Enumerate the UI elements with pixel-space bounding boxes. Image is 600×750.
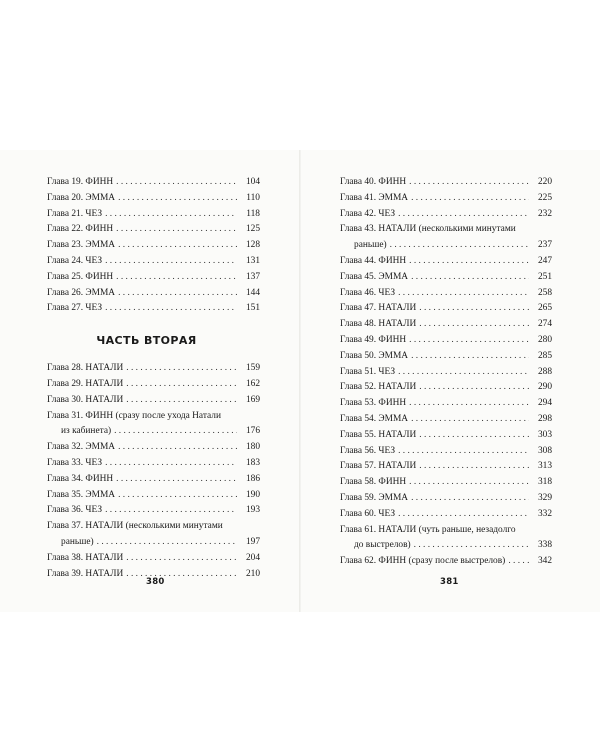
chapter-title: Глава 45. ЭММА [340, 271, 409, 282]
toc-entry [47, 191, 260, 207]
chapter-title: Глава 25. ФИНН [47, 271, 114, 282]
toc-entry [340, 365, 552, 381]
chapter-title: Глава 41. ЭММА [340, 192, 409, 203]
chapter-page-number: 265 [537, 303, 552, 314]
chapter-title: Глава 27. ЧЕЗ [47, 303, 103, 314]
dot-leader [419, 380, 529, 396]
toc-entry [340, 523, 552, 555]
toc-right-page [340, 175, 552, 570]
dot-leader [411, 349, 529, 365]
chapter-page-number: 313 [537, 461, 552, 472]
chapter-title: Глава 32. ЭММА [47, 442, 116, 453]
chapter-title: Глава 30. НАТАЛИ [47, 394, 124, 405]
chapter-page-number: 137 [245, 271, 260, 282]
chapter-page-number: 251 [537, 271, 552, 282]
chapter-title: Глава 61. НАТАЛИ (чуть раньше, незадолго [340, 524, 516, 535]
dot-leader [126, 551, 237, 567]
chapter-title: Глава 43. НАТАЛИ (несколькими минутами [340, 224, 516, 235]
toc-entry [340, 380, 552, 396]
chapter-title: Глава 20. ЭММА [47, 192, 116, 203]
chapter-page-number: 193 [245, 505, 260, 516]
chapter-page-number: 204 [245, 552, 260, 563]
chapter-title: Глава 42. ЧЕЗ [340, 208, 396, 219]
toc-entry [47, 472, 260, 488]
chapter-title: Глава 48. НАТАЛИ [340, 319, 417, 330]
toc-entry [340, 475, 552, 491]
dot-leader [126, 567, 237, 583]
dot-leader [411, 412, 529, 428]
dot-leader [105, 254, 237, 270]
chapter-title: Глава 60. ЧЕЗ [340, 508, 396, 519]
dot-leader [419, 317, 529, 333]
chapter-title-continued: из кабинета) [61, 426, 112, 437]
dot-leader [414, 538, 529, 554]
dot-leader [419, 301, 529, 317]
chapter-title: Глава 62. ФИНН (сразу после выстрелов) [340, 556, 506, 567]
toc-entry [47, 519, 260, 551]
toc-entry [47, 551, 260, 567]
toc-entry [340, 317, 552, 333]
chapter-title: Глава 58. ФИНН [340, 477, 407, 488]
dot-leader [116, 175, 237, 191]
chapter-page-number: 342 [537, 556, 552, 567]
chapter-page-number: 104 [245, 177, 260, 187]
chapter-title: Глава 54. ЭММА [340, 413, 409, 424]
dot-leader [116, 270, 237, 286]
toc-entry [47, 222, 260, 238]
dot-leader [126, 361, 237, 377]
dot-leader [409, 175, 529, 191]
chapter-title: Глава 59. ЭММА [340, 492, 409, 503]
chapter-page-number: 190 [245, 489, 260, 500]
chapter-title: Глава 37. НАТАЛИ (несколькими минутами [47, 521, 223, 532]
chapter-title: Глава 40. ФИНН [340, 177, 407, 187]
dot-leader [398, 444, 529, 460]
chapter-page-number: 169 [245, 394, 260, 405]
chapter-page-number: 280 [537, 334, 552, 345]
chapter-title: Глава 19. ФИНН [47, 177, 114, 187]
chapter-page-number: 210 [245, 568, 260, 579]
toc-entry [340, 175, 552, 191]
chapter-page-number: 186 [245, 473, 260, 484]
dot-leader [126, 393, 237, 409]
dot-leader [114, 424, 237, 440]
chapter-page-number: 288 [537, 366, 552, 377]
dot-leader [126, 377, 237, 393]
toc-entry [340, 412, 552, 428]
toc-entry [47, 270, 260, 286]
chapter-title: Глава 22. ФИНН [47, 224, 114, 235]
toc-entry [340, 222, 552, 254]
chapter-page-number: 247 [537, 255, 552, 266]
chapter-title: Глава 23. ЭММА [47, 240, 116, 251]
chapter-page-number: 118 [246, 208, 260, 219]
toc-entry [340, 396, 552, 412]
chapter-title: Глава 57. НАТАЛИ [340, 461, 417, 472]
part-heading: ЧАСТЬ ВТОРАЯ [96, 334, 197, 348]
chapter-title: Глава 55. НАТАЛИ [340, 429, 417, 440]
toc-entry [340, 286, 552, 302]
chapter-title: Глава 29. НАТАЛИ [47, 378, 124, 389]
toc-entry [47, 456, 260, 472]
chapter-title: Глава 47. НАТАЛИ [340, 303, 417, 314]
chapter-title: Глава 50. ЭММА [340, 350, 409, 361]
chapter-page-number: 338 [537, 540, 552, 551]
dot-leader [409, 254, 529, 270]
chapter-page-number: 128 [245, 240, 260, 251]
chapter-page-number: 220 [537, 177, 552, 187]
chapter-title: Глава 21. ЧЕЗ [47, 208, 103, 219]
toc-entry [47, 488, 260, 504]
chapter-title: Глава 31. ФИНН (сразу после ухода Натали [47, 410, 221, 421]
toc-entry [47, 238, 260, 254]
toc-entry [47, 393, 260, 409]
dot-leader [105, 456, 237, 472]
toc-entry [340, 270, 552, 286]
page-number-left: 380 [146, 577, 165, 587]
dot-leader [398, 286, 529, 302]
dot-leader [116, 472, 237, 488]
dot-leader [398, 365, 529, 381]
dot-leader [419, 459, 529, 475]
chapter-title: Глава 53. ФИНН [340, 398, 407, 409]
chapter-title: Глава 39. НАТАЛИ [47, 568, 124, 579]
toc-entry [47, 377, 260, 393]
chapter-page-number: 303 [537, 429, 552, 440]
toc-left-top-list [47, 175, 260, 317]
toc-entry [47, 286, 260, 302]
chapter-title: Глава 24. ЧЕЗ [47, 255, 103, 266]
dot-leader [118, 440, 237, 456]
dot-leader [105, 207, 237, 223]
toc-entry [47, 207, 260, 223]
chapter-title: Глава 44. ФИНН [340, 255, 407, 266]
dot-leader [409, 333, 529, 349]
dot-leader [97, 535, 237, 551]
dot-leader [409, 475, 529, 491]
dot-leader [419, 428, 529, 444]
chapter-page-number: 144 [245, 287, 260, 298]
gutter [299, 150, 301, 612]
toc-entry [47, 503, 260, 519]
chapter-page-number: 183 [245, 457, 260, 468]
chapter-title: Глава 35. ЭММА [47, 489, 116, 500]
chapter-title: Глава 52. НАТАЛИ [340, 382, 417, 393]
chapter-title: Глава 36. ЧЕЗ [47, 505, 103, 516]
chapter-title: Глава 56. ЧЕЗ [340, 445, 396, 456]
toc-entry [47, 301, 260, 317]
toc-entry [340, 554, 552, 570]
chapter-page-number: 110 [246, 192, 260, 203]
toc-left-bottom-list [47, 361, 260, 582]
toc-left-page [47, 175, 260, 582]
toc-entry [340, 459, 552, 475]
chapter-title-continued: раньше) [61, 536, 94, 547]
dot-leader [390, 238, 529, 254]
chapter-page-number: 237 [537, 240, 552, 251]
dot-leader [398, 207, 529, 223]
chapter-page-number: 258 [537, 287, 552, 298]
chapter-title: Глава 33. ЧЕЗ [47, 457, 103, 468]
dot-leader [411, 270, 529, 286]
toc-entry [340, 349, 552, 365]
dot-leader [116, 222, 237, 238]
dot-leader [411, 191, 529, 207]
chapter-title: Глава 34. ФИНН [47, 473, 114, 484]
toc-entry [47, 440, 260, 456]
dot-leader [508, 554, 529, 570]
dot-leader [105, 503, 237, 519]
toc-entry [340, 507, 552, 523]
chapter-page-number: 285 [537, 350, 552, 361]
chapter-title-continued: до выстрелов) [354, 540, 411, 551]
chapter-page-number: 125 [245, 224, 260, 235]
chapter-title: Глава 26. ЭММА [47, 287, 116, 298]
toc-entry [340, 491, 552, 507]
dot-leader [398, 507, 529, 523]
toc-entry [47, 361, 260, 377]
chapter-page-number: 232 [537, 208, 552, 219]
page-number-right: 381 [440, 577, 459, 587]
chapter-page-number: 308 [537, 445, 552, 456]
dot-leader [409, 396, 529, 412]
toc-entry [340, 301, 552, 317]
dot-leader [411, 491, 529, 507]
chapter-page-number: 294 [537, 398, 552, 409]
dot-leader [118, 286, 237, 302]
chapter-title: Глава 28. НАТАЛИ [47, 363, 124, 374]
dot-leader [105, 301, 237, 317]
chapter-page-number: 329 [537, 492, 552, 503]
toc-entry [340, 254, 552, 270]
chapter-page-number: 151 [245, 303, 260, 314]
toc-entry [340, 207, 552, 223]
chapter-page-number: 274 [537, 319, 552, 330]
chapter-title: Глава 46. ЧЕЗ [340, 287, 396, 298]
toc-right-list [340, 175, 552, 570]
toc-entry [340, 428, 552, 444]
toc-entry [340, 191, 552, 207]
toc-entry [340, 333, 552, 349]
chapter-page-number: 332 [537, 508, 552, 519]
dot-leader [118, 191, 237, 207]
chapter-page-number: 290 [537, 382, 552, 393]
chapter-title: Глава 49. ФИНН [340, 334, 407, 345]
chapter-page-number: 197 [245, 536, 260, 547]
chapter-page-number: 176 [245, 426, 260, 437]
toc-entry [340, 444, 552, 460]
chapter-page-number: 131 [245, 255, 260, 266]
chapter-page-number: 180 [245, 442, 260, 453]
chapter-page-number: 162 [245, 378, 260, 389]
dot-leader [118, 238, 237, 254]
chapter-page-number: 225 [537, 192, 552, 203]
toc-entry [47, 254, 260, 270]
book-spread [0, 150, 600, 612]
chapter-title-continued: раньше) [354, 240, 387, 251]
toc-entry [47, 409, 260, 441]
chapter-page-number: 318 [537, 477, 552, 488]
chapter-page-number: 159 [245, 363, 260, 374]
dot-leader [118, 488, 237, 504]
chapter-title: Глава 38. НАТАЛИ [47, 552, 124, 563]
chapter-page-number: 298 [537, 413, 552, 424]
toc-entry [47, 175, 260, 191]
chapter-title: Глава 51. ЧЕЗ [340, 366, 396, 377]
